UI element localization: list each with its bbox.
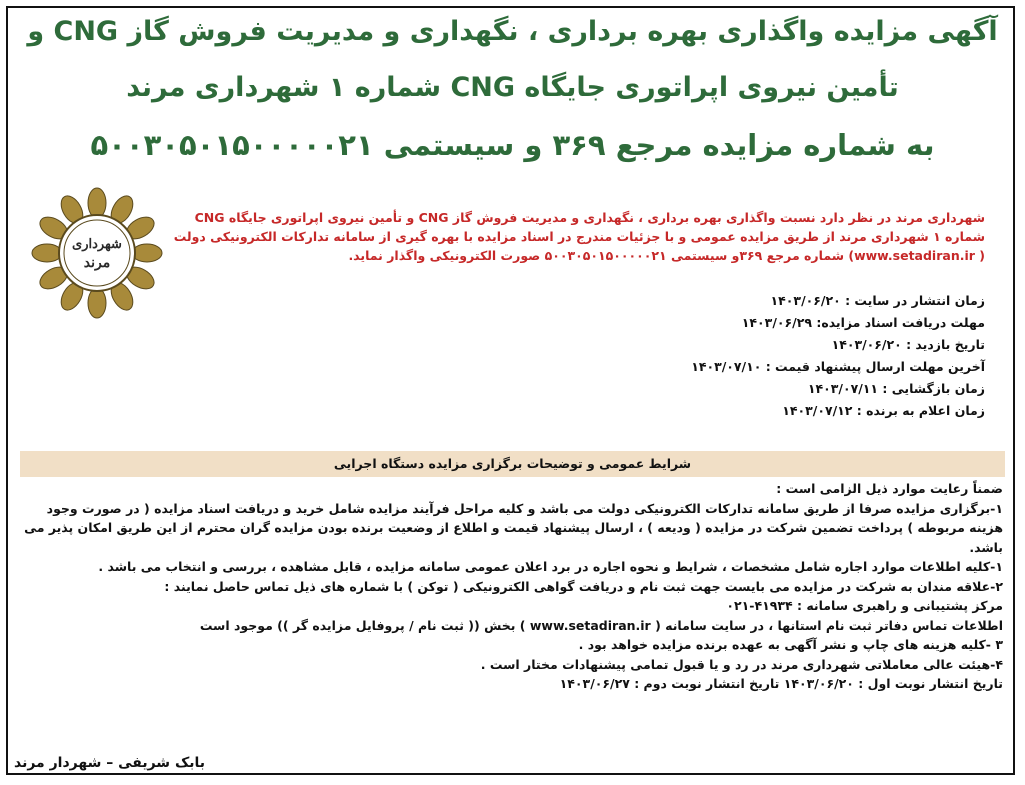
- support-center: مرکز پشتیبانی و راهبری سامانه : ۴۱۹۳۴-۰۲۱: [726, 598, 1003, 613]
- title-line-2: تأمین نیروی اپراتوری جایگاه CNG شماره ۱ شهرداری مرند: [126, 72, 899, 103]
- title-line-3: به شماره مزایده مرجع ۳۶۹ و سیستمی ۵۰۰۳۰۵۰۱۵۰۰۰۰۰۲۱: [90, 128, 935, 162]
- logo-petal: [132, 244, 162, 262]
- section-heading: شرایط عمومی و توضیحات برگزاری مزایده دستگاه اجرایی: [20, 451, 1005, 477]
- condition-4: ۴-هیئت عالی معاملاتی شهرداری مرند در رد و یا قبول تمامی پیشنهادات مختار است .: [480, 656, 1003, 672]
- logo-petal: [88, 288, 106, 318]
- svg-text:شهرداری: شهرداری: [72, 237, 122, 252]
- title-line-1: آگهی مزایده واگذاری بهره برداری ، نگهداری و مدیریت فروش گاز CNG و: [27, 16, 998, 47]
- date-opening: زمان بازگشایی : ۱۴۰۳/۰۷/۱۱: [807, 381, 985, 396]
- municipality-logo-icon: [28, 184, 166, 322]
- svg-text:مرند: مرند: [83, 255, 111, 271]
- condition-2: ۲-علاقه مندان به شرکت در مزایده می بایست جهت ثبت نام و دریافت گواهی الکترونیکی ( توکن ) با شماره های ذیل تماس حاصل نمایند :: [164, 578, 1003, 594]
- date-publish: زمان انتشار در سایت : ۱۴۰۳/۰۶/۲۰: [770, 293, 985, 308]
- date-list: [425, 290, 985, 422]
- date-winner-announce: زمان اعلام به برنده : ۱۴۰۳/۰۷/۱۲: [782, 403, 985, 418]
- signature: بابک شریفی – شهردار مرند: [14, 755, 206, 771]
- province-offices: اطلاعات تماس دفاتر ثبت نام استانها ، در سایت سامانه ( www.setadiran.ir ) بخش (( ثبت نام / پروفایل مزایده گر )) موجود است: [199, 617, 1003, 633]
- intro-paragraph: شهرداری مرند در نظر دارد نسبت واگذاری بهره برداری ، نگهداری و مدیریت فروش گاز CNG و تأمین نیروی اپراتوری جایگاه CNG شماره ۱ شهرداری مرند از طریق مزایده عمومی و با جزئیات مندرج در اسناد مزایده با بهره گیری از سامانه تدارکات الکترونیکی دولت ( www.setadiran.ir) شماره مرجع ۳۶۹و سیستمی ۵۰۰۳۰۵۰۱۵۰۰۰۰۰۲۱ صورت الکترونیکی واگذار نماید.: [173, 210, 985, 263]
- date-visit: تاریخ بازدید : ۱۴۰۳/۰۶/۲۰: [831, 337, 985, 352]
- condition-3: ۳ -کلیه هزینه های چاپ و نشر آگهی به عهده برنده مزایده خواهد بود .: [578, 637, 1003, 652]
- condition-1: ۱-برگزاری مزایده صرفا از طریق سامانه تدارکات الکترونیکی دولت می باشد و کلیه مراحل فرآیند مزایده شامل خرید و دریافت اسناد مزایده ( در صورت وجود هزینه مربوطه ) پرداخت تضمین شرکت در مزایده ( ودیعه ) ، ارسال پیشنهاد قیمت و اطلاع از وضعیت برنده بودن مزایده گران محترم از این طریق امکان پذیر می باشد.: [24, 500, 1003, 555]
- logo-petal: [32, 244, 62, 262]
- conditions-intro: ضمناً رعایت موارد ذیل الزامی است :: [776, 481, 1003, 496]
- condition-info: ۱-کلیه اطلاعات موارد اجاره شامل مشخصات ، شرایط و نحوه اجاره در برد اعلان عمومی سامانه مزایده ، قابل مشاهده ، بررسی و انتخاب می باشد .: [98, 559, 1003, 574]
- conditions-body: [24, 479, 1003, 694]
- publication-dates: تاریخ انتشار نوبت اول : ۱۴۰۳/۰۶/۲۰ تاریخ انتشار نوبت دوم : ۱۴۰۳/۰۶/۲۷: [559, 676, 1003, 691]
- date-bid-deadline: آخرین مهلت ارسال پیشنهاد قیمت : ۱۴۰۳/۰۷/۱۰: [691, 359, 985, 374]
- logo-petal: [88, 188, 106, 218]
- date-docs-deadline: مهلت دریافت اسناد مزایده: ۱۴۰۳/۰۶/۲۹: [741, 315, 985, 330]
